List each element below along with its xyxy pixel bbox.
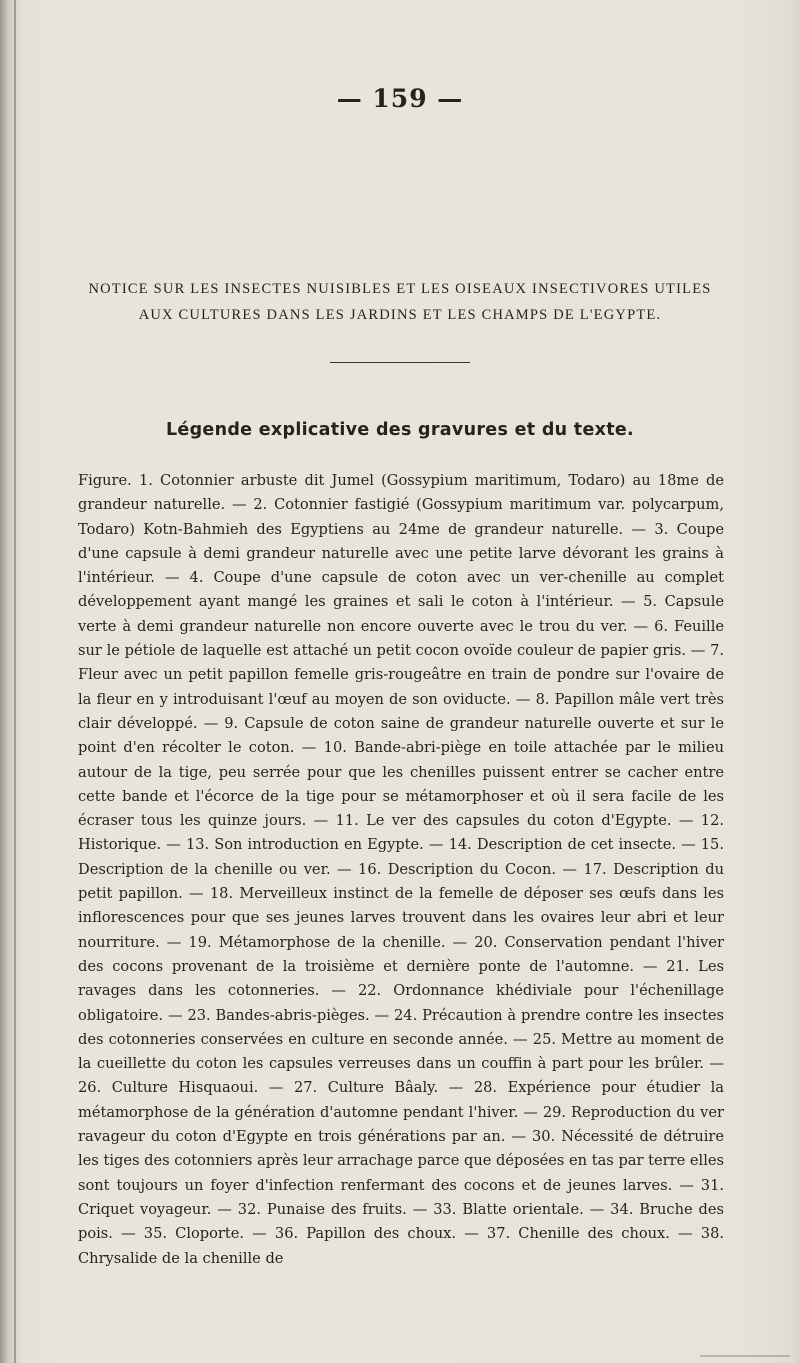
title-line-1: NOTICE SUR LES INSECTES NUISIBLES ET LES OISEAUX INSECTIVORES UTILES — [88, 281, 712, 297]
scan-edge-mark — [700, 1355, 790, 1357]
page-number: — 159 — — [336, 84, 464, 113]
title-line-2: AUX CULTURES DANS LES JARDINS ET LES CHAMPS DE L'EGYPTE. — [138, 307, 662, 323]
section-heading: Légende explicative des gravures et du texte. — [165, 420, 634, 440]
page-binding-edge — [14, 0, 16, 1363]
legend-paragraph: Figure. 1. Cotonnier arbuste dit Jumel (Gossypium maritimum, Todaro) au 18me de grandeur naturelle. — 2. Cotonnier fastigié (Gossypium maritimum var. polycarpum, Todaro) Kotn-Bahmieh des Egyptiens au 24me de grandeur naturelle. — 3. Coupe d'une capsule à demi grandeur naturelle avec une petite larve dévorant les grains à l'intérieur. — 4. Coupe d'une capsule de coton avec un ver-chenille au complet développement ayant mangé les graines et sali le coton à l'intérieur. — 5. Capsule verte à demi grandeur naturelle non encore ouverte avec le trou du ver. — 6. Feuille sur le pétiole de laquelle est attaché un petit cocon ovoïde couleur de papier gris. — 7. Fleur avec un petit papillon femelle gris-rougeâtre en train de pondre sur l'ovaire de la fleur en y introduisant l'œuf au moyen de son oviducte. — 8. Papillon mâle vert très clair développé. — 9. Capsule de coton saine de grandeur naturelle ouverte et sur le point d'en récolter le coton. — 10. Bande-abri-piège en toile attachée par le milieu autour de la tige, peu serrée pour que les chenilles puissent entrer se cacher entre cette bande et l'écorce de la tige pour se métamorphoser et où il sera facile de les écraser tous les quinze jours. — 11. Le ver des capsules du coton d'Egypte. — 12. Historique. — 13. Son introduction en Egypte. — 14. Description de cet insecte. — 15. Description de la chenille ou ver. — 16. Description du Cocon. — 17. Description du petit papillon. — 18. Merveilleux instinct de la femelle de déposer ses œufs dans les inflorescences pour que ses jeunes larves trouvent dans les ovaires leur abri et leur nourriture. — 19. Métamorphose de la chenille. — 20. Conservation pendant l'hiver des cocons provenant de la troisième et dernière ponte de l'automne. — 21. Les ravages dans les cotonneries. — 22. Ordonnance khédiviale pour l'échenillage obligatoire. — 23. Bandes-abris-pièges. — 24. Précaution à prendre contre les insectes des cotonneries conservées en culture en seconde année. — 25. Mettre au moment de la cueillette du coton les capsules verreuses dans un couffin à part pour les brûler. — 26. Culture Hisquaoui. — 27. Culture Bâaly. — 28. Expérience pour étudier la métamorphose de la génération d'automne pendant l'hiver. — 29. Reproduction du ver ravageur du coton d'Egypte en trois générations par an. — 30. Nécessité de détruire les tiges des cotonniers après leur arrachage parce que déposées en tas par terre elles sont toujours un foyer d'infection renfermant des cocons et de jeunes larves. — 31. Criquet voyageur. — 32. Punaise des fruits. — 33. Blatte orientale. — 34. Bruche des pois. — 35. Cloporte. — 36. Papillon des choux. — 37. Chenille des choux. — 38. Chrysalide de la chenille de — [78, 472, 724, 1267]
separator-rule — [330, 362, 470, 363]
document-title — [60, 276, 740, 328]
